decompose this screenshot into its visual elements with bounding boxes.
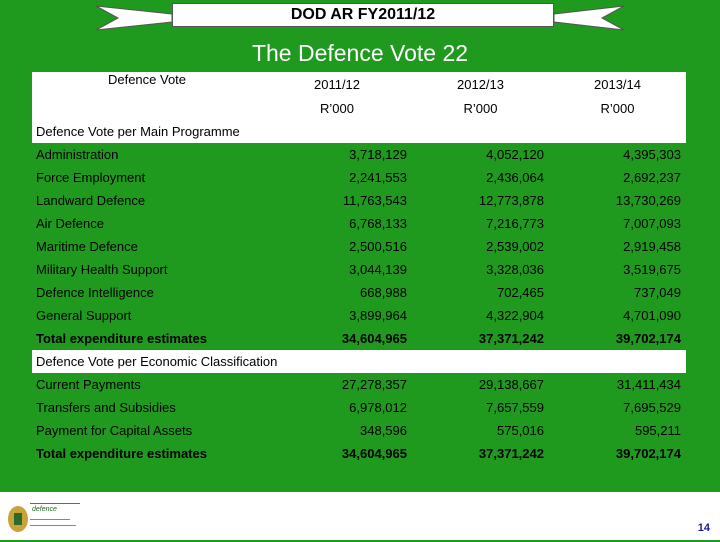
cell-value: 2,539,002 bbox=[412, 235, 549, 258]
table-row bbox=[32, 143, 686, 166]
cell-value: 3,718,129 bbox=[262, 143, 412, 166]
table-row bbox=[32, 235, 686, 258]
row-label: Landward Defence bbox=[32, 189, 262, 212]
total-value: 34,604,965 bbox=[262, 327, 412, 350]
row-label: Current Payments bbox=[32, 373, 262, 396]
section-label: Defence Vote per Economic Classification bbox=[32, 350, 686, 373]
total-value: 39,702,174 bbox=[549, 442, 686, 465]
total-label: Total expenditure estimates bbox=[32, 442, 262, 465]
cell-value: 2,500,516 bbox=[262, 235, 412, 258]
cell-value: 4,701,090 bbox=[549, 304, 686, 327]
row-label: Military Health Support bbox=[32, 258, 262, 281]
total-value: 39,702,174 bbox=[549, 327, 686, 350]
section-header-economic bbox=[32, 350, 686, 373]
cell-value: 7,007,093 bbox=[549, 212, 686, 235]
cell-value: 2,919,458 bbox=[549, 235, 686, 258]
section-header-programme bbox=[32, 120, 686, 143]
cell-value: 11,763,543 bbox=[262, 189, 412, 212]
table-row bbox=[32, 281, 686, 304]
unit-header: R’000 bbox=[412, 96, 549, 120]
unit-header: R’000 bbox=[549, 96, 686, 120]
slide-title: The Defence Vote 22 bbox=[251, 40, 469, 66]
table-row bbox=[32, 304, 686, 327]
year-header: 2011/12 bbox=[262, 72, 412, 96]
total-value: 34,604,965 bbox=[262, 442, 412, 465]
cell-value: 4,052,120 bbox=[412, 143, 549, 166]
cell-value: 29,138,667 bbox=[412, 373, 549, 396]
cell-value: 3,328,036 bbox=[412, 258, 549, 281]
header-row-units bbox=[32, 96, 686, 120]
table-row bbox=[32, 166, 686, 189]
cell-value: 27,278,357 bbox=[262, 373, 412, 396]
cell-value: 4,395,303 bbox=[549, 143, 686, 166]
page-number: 14 bbox=[697, 522, 710, 534]
table-row bbox=[32, 189, 686, 212]
total-value: 37,371,242 bbox=[412, 442, 549, 465]
row-label: Transfers and Subsidies bbox=[32, 396, 262, 419]
row-label: Maritime Defence bbox=[32, 235, 262, 258]
cell-value: 3,044,139 bbox=[262, 258, 412, 281]
corner-label: Defence Vote bbox=[32, 72, 262, 96]
cell-value: 7,695,529 bbox=[549, 396, 686, 419]
row-label: General Support bbox=[32, 304, 262, 327]
table-row bbox=[32, 419, 686, 442]
cell-value: 7,216,773 bbox=[412, 212, 549, 235]
cell-value: 348,596 bbox=[262, 419, 412, 442]
cell-value: 595,211 bbox=[549, 419, 686, 442]
table-row bbox=[32, 258, 686, 281]
row-label: Payment for Capital Assets bbox=[32, 419, 262, 442]
row-label: Administration bbox=[32, 143, 262, 166]
total-label: Total expenditure estimates bbox=[32, 327, 262, 350]
corner-blank bbox=[32, 96, 262, 120]
header-row-years bbox=[32, 72, 686, 96]
cell-value: 31,411,434 bbox=[549, 373, 686, 396]
cell-value: 3,519,675 bbox=[549, 258, 686, 281]
footer-strip bbox=[0, 492, 720, 540]
cell-value: 668,988 bbox=[262, 281, 412, 304]
cell-value: 702,465 bbox=[412, 281, 549, 304]
table-row bbox=[32, 396, 686, 419]
row-label: Force Employment bbox=[32, 166, 262, 189]
cell-value: 737,049 bbox=[549, 281, 686, 304]
cell-value: 2,436,064 bbox=[412, 166, 549, 189]
coat-of-arms-icon bbox=[4, 495, 84, 537]
year-header: 2013/14 bbox=[549, 72, 686, 96]
table-row bbox=[32, 373, 686, 396]
unit-header: R’000 bbox=[262, 96, 412, 120]
total-row bbox=[32, 442, 686, 465]
cell-value: 575,016 bbox=[412, 419, 549, 442]
cell-value: 12,773,878 bbox=[412, 189, 549, 212]
cell-value: 2,241,553 bbox=[262, 166, 412, 189]
cell-value: 6,978,012 bbox=[262, 396, 412, 419]
year-header: 2012/13 bbox=[412, 72, 549, 96]
cell-value: 6,768,133 bbox=[262, 212, 412, 235]
total-row bbox=[32, 327, 686, 350]
cell-value: 4,322,904 bbox=[412, 304, 549, 327]
total-value: 37,371,242 bbox=[412, 327, 549, 350]
table-row bbox=[32, 212, 686, 235]
cell-value: 7,657,559 bbox=[412, 396, 549, 419]
defence-vote-table bbox=[32, 72, 686, 465]
header-title: DOD AR FY2011/12 bbox=[172, 3, 554, 27]
cell-value: 2,692,237 bbox=[549, 166, 686, 189]
svg-text:defence: defence bbox=[32, 506, 57, 513]
defence-logo bbox=[4, 495, 84, 537]
row-label: Defence Intelligence bbox=[32, 281, 262, 304]
row-label: Air Defence bbox=[32, 212, 262, 235]
cell-value: 3,899,964 bbox=[262, 304, 412, 327]
section-label: Defence Vote per Main Programme bbox=[32, 120, 686, 143]
cell-value: 13,730,269 bbox=[549, 189, 686, 212]
